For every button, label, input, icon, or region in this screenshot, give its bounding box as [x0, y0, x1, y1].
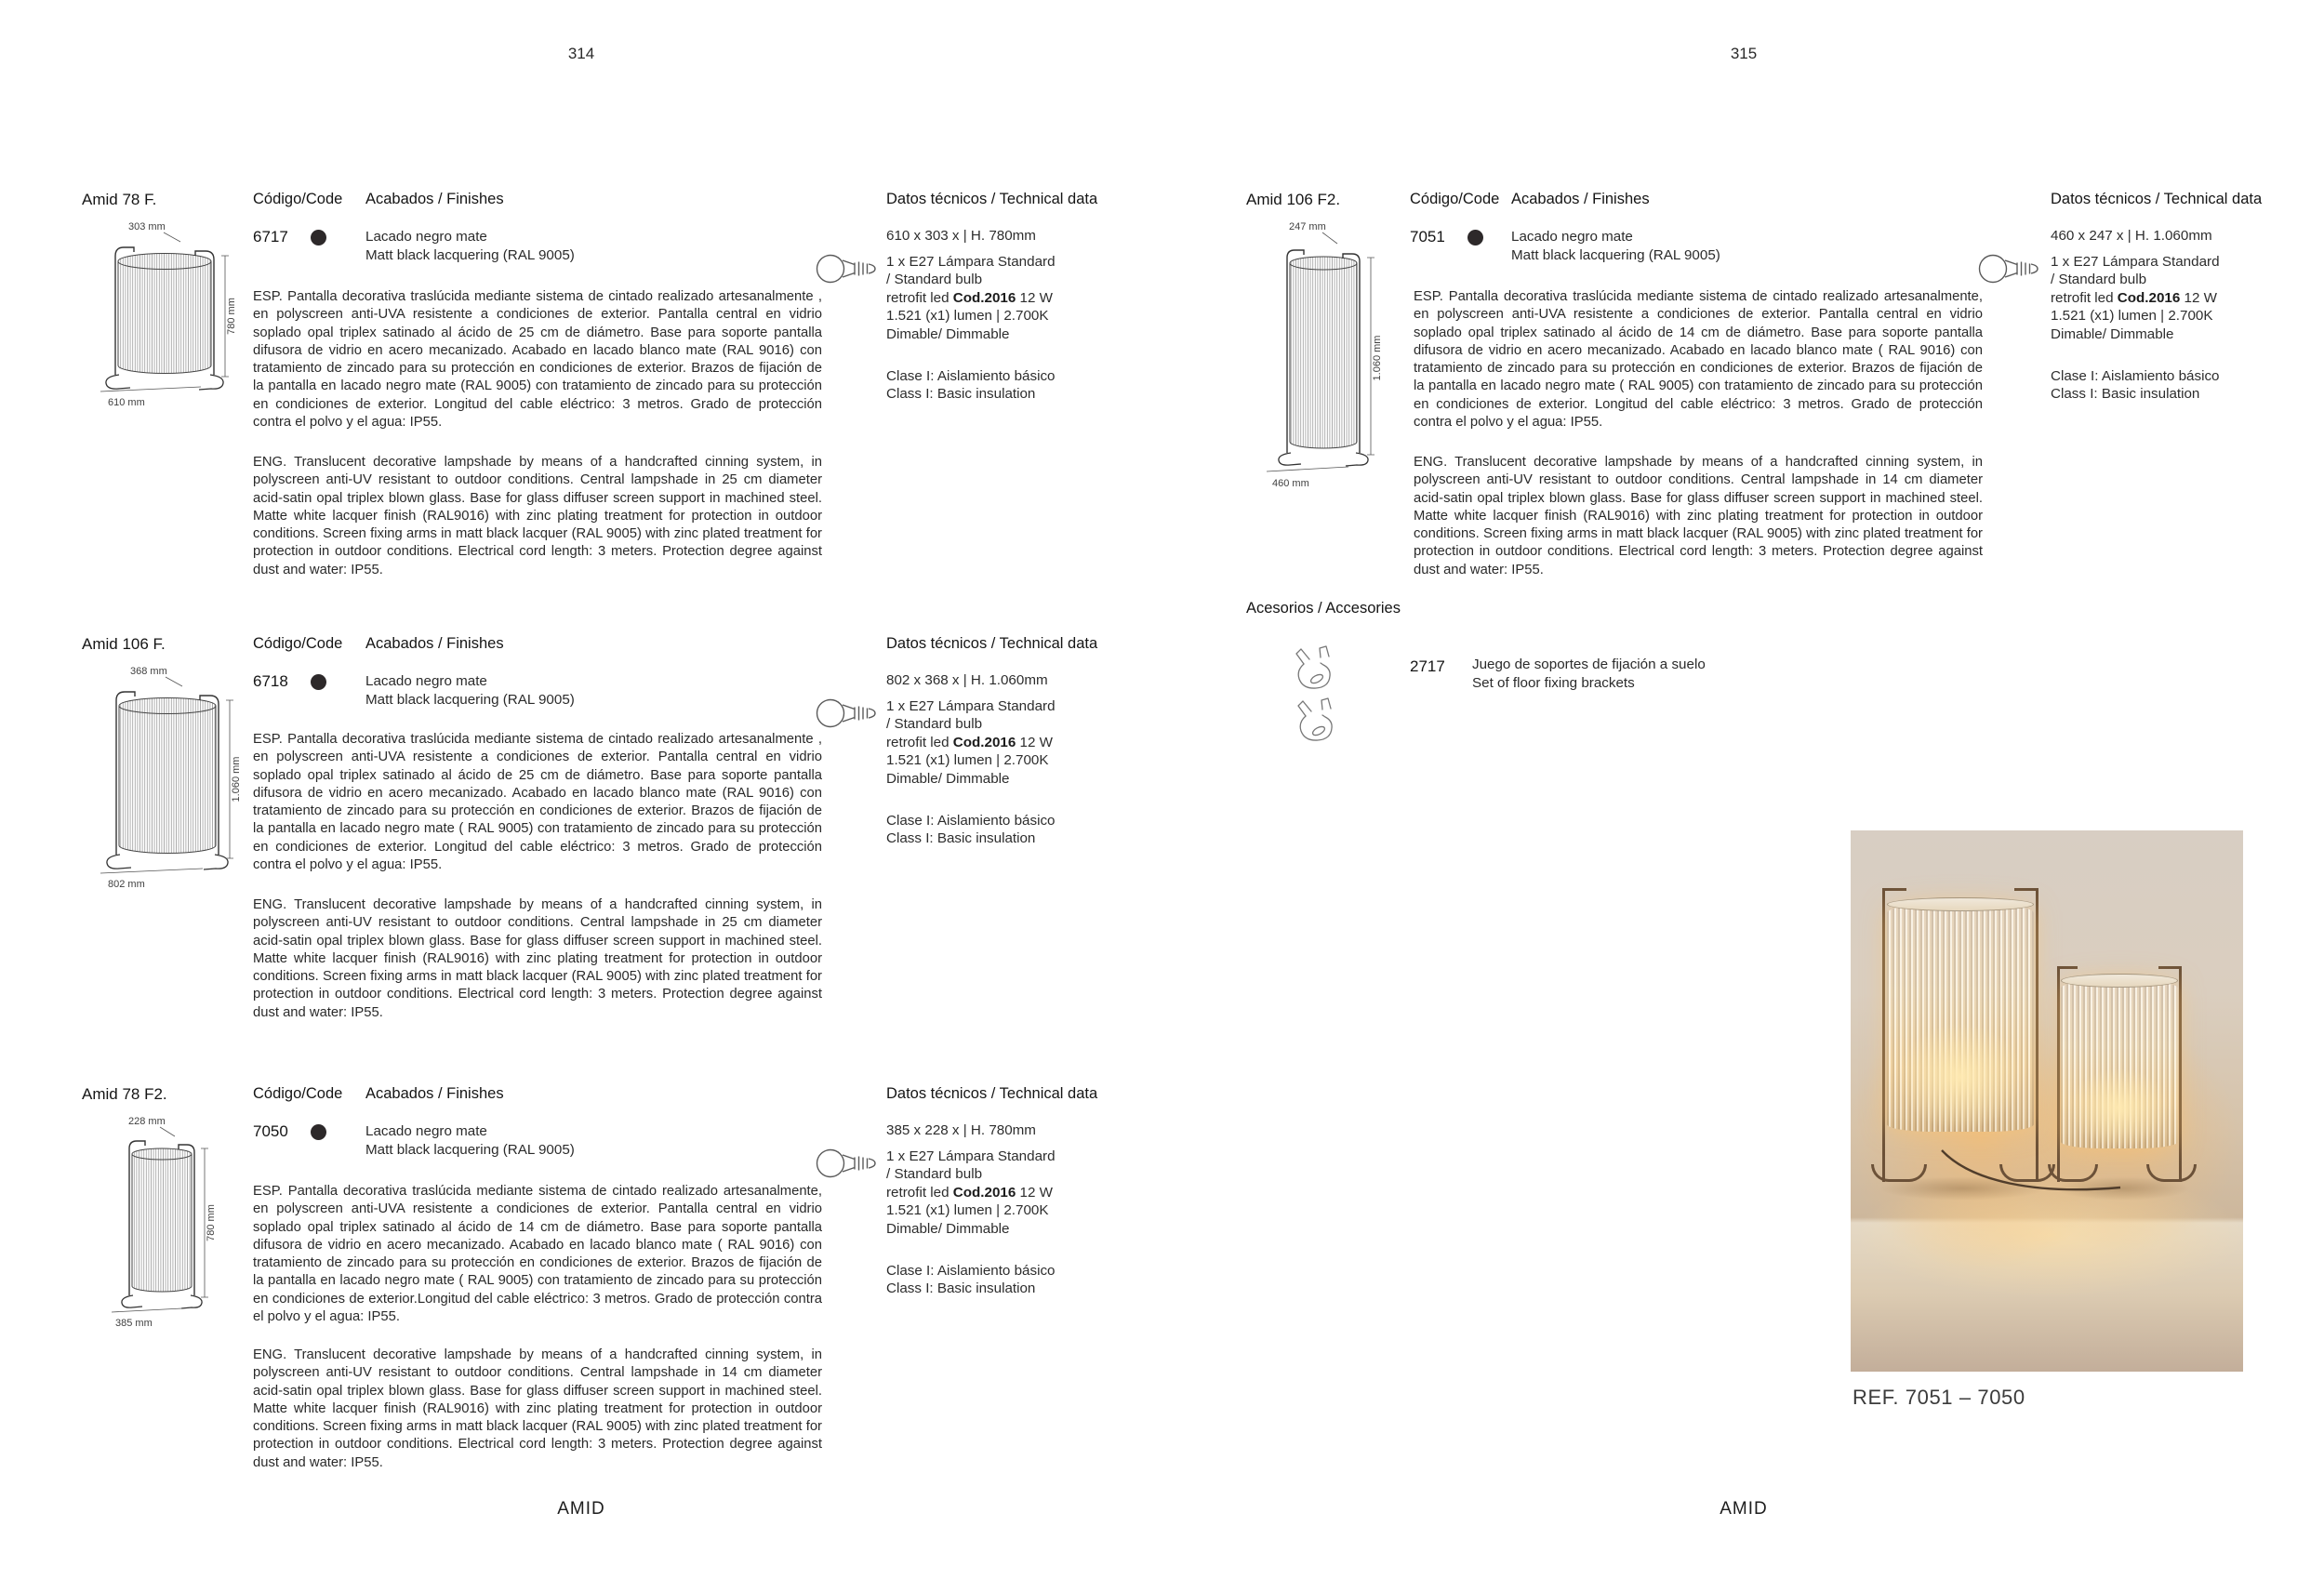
- description-eng: ENG. Translucent decorative lampshade by means of a handcrafted cinning system, in polyscreen anti-UV resistant to outdoor conditions. Central lampshade in 14 cm diameter acid-satin opal triplex blown glass. Base for glass diffuser screen support in machined steel. Matte white lacquer finish (RAL9016) with zinc plating treatment for protection in outdoor conditions. Screen fixing arms in matt black lacquer (RAL 9005) with zinc plated treatment for protection in outdoor conditions. Electrical cord length: 3 meters. Protection degree against dust and water: IP55.: [253, 1347, 822, 1470]
- lamp-spec-line: 1.521 (x1) lumen | 2.700K: [886, 752, 1049, 769]
- dim-bottom-label: 460 mm: [1272, 478, 1309, 489]
- product-code-row: [1410, 228, 1483, 246]
- accessory-code: 2717: [1410, 657, 1445, 675]
- footer-brand-left: AMID: [557, 1499, 605, 1519]
- dim-bottom-label: 385 mm: [115, 1318, 153, 1329]
- lamp-spec-line: / Standard bulb: [2051, 272, 2147, 288]
- finish-line-es: Lacado negro mate: [365, 229, 487, 245]
- product-photo: [1851, 830, 2243, 1372]
- product-name: Amid 106 F2.: [1246, 191, 1341, 208]
- tech-column-header: Datos técnicos / Technical data: [2051, 191, 2263, 207]
- lamp-spec-line: 1 x E27 Lámpara Standard: [886, 698, 1056, 714]
- tech-column-header: Datos técnicos / Technical data: [886, 635, 1098, 652]
- page-number-right: 315: [1730, 45, 1758, 62]
- insulation-class: [886, 1262, 1056, 1298]
- finish-swatch-black: [311, 230, 326, 245]
- finish-line-en: Matt black lacquering (RAL 9005): [365, 1141, 575, 1158]
- dimensions-value: 610 x 303 x | H. 780mm: [886, 228, 1036, 244]
- finish-description: [365, 228, 575, 264]
- lamp-spec-line: retrofit led Cod.2016 12 W: [886, 1184, 1053, 1201]
- accessory-desc-en: Set of floor fixing brackets: [1472, 674, 1635, 691]
- finish-line-en: Matt black lacquering (RAL 9005): [1511, 246, 1720, 263]
- power-cable: [1934, 1147, 2130, 1202]
- lamp-spec: [2051, 253, 2220, 343]
- dim-side-label: 780 mm: [226, 298, 237, 335]
- finishes-column-header: Acabados / Finishes: [365, 191, 504, 207]
- dimensions-value: 460 x 247 x | H. 1.060mm: [2051, 228, 2212, 244]
- product-code: 7051: [1410, 228, 1445, 245]
- finish-swatch-black: [311, 1124, 326, 1140]
- floor-bracket-icon: [1291, 644, 1356, 748]
- finish-swatch-black: [1467, 230, 1483, 245]
- description-eng: ENG. Translucent decorative lampshade by means of a handcrafted cinning system, in polyscreen anti-UV resistant to outdoor conditions. Central lampshade in 14 cm diameter acid-satin opal triplex blown glass. Base for glass diffuser screen support in machined steel. Matte white lacquer finish (RAL9016) with zinc plating treatment for protection in outdoor conditions. Screen fixing arms in matt black lacquer (RAL 9005) with zinc plated treatment for protection in outdoor conditions. Electrical cord length: 3 meters. Protection degree against dust and water: IP55.: [1414, 455, 1983, 577]
- lamp-spec-line: retrofit led Cod.2016 12 W: [2051, 289, 2217, 306]
- description-eng: ENG. Translucent decorative lampshade by means of a handcrafted cinning system, in polyscreen anti-UV resistant to outdoor conditions. Central lampshade in 25 cm diameter acid-satin opal triplex blown glass. Base for glass diffuser screen support in machined steel. Matte white lacquer finish (RAL9016) with zinc plating treatment for protection in outdoor conditions. Screen fixing arms in matt black lacquer (RAL 9005) with zinc plated treatment for protection in outdoor conditions. Electrical cord length: 3 meters. Protection degree against dust and water: IP55.: [253, 455, 822, 577]
- description-esp: ESP. Pantalla decorativa traslúcida mediante sistema de cintado realizado artesanalmente, en polyscreen anti-UVA resistente a condiciones de exterior. Pantalla central en vidrio soplado opal triplex satinado al ácido de 14 cm de diámetro. Base para soporte pantalla difusora de vidrio en acero mecanizado. Acabado en lacado blanco mate ( RAL 9016) con tratamiento de zincado para su protección en condiciones de exterior. Brazos de fijación de la pantalla en lacado negro mate ( RAL 9005) con tratamiento de zincado para su protección en condiciones de exterior.Longitud del cable eléctrico: 3 metros. Grado de protección contra el polvo y el agua: IP55.: [253, 1184, 822, 1325]
- lamp-spec: [886, 1148, 1056, 1238]
- dim-top-label: 247 mm: [1289, 221, 1326, 232]
- finish-line-es: Lacado negro mate: [1511, 229, 1633, 245]
- lamp-line-drawing: [86, 663, 248, 891]
- lamp-spec-line: Dimable/ Dimmable: [2051, 325, 2174, 342]
- finishes-column-header: Acabados / Finishes: [1511, 191, 1650, 207]
- finish-description: [365, 1122, 575, 1159]
- lamp-spec: [886, 697, 1056, 788]
- insulation-class: [2051, 367, 2220, 404]
- dim-side-label: 780 mm: [206, 1204, 217, 1241]
- lamp-spec-line: 1.521 (x1) lumen | 2.700K: [2051, 308, 2213, 325]
- tech-column-header: Datos técnicos / Technical data: [886, 1085, 1098, 1102]
- accessory-code-row: [1410, 657, 1445, 676]
- page-number-left: 314: [567, 45, 595, 62]
- bulb-icon: [1977, 249, 2050, 288]
- lamp-spec-line: 1 x E27 Lámpara Standard: [2051, 254, 2220, 270]
- dim-top-label: 368 mm: [130, 666, 167, 677]
- product-name: Amid 106 F.: [82, 635, 166, 653]
- photo-reference-caption: REF. 7051 – 7050: [1853, 1386, 2025, 1409]
- product-code-row: [253, 672, 326, 691]
- dimensions-value: 385 x 228 x | H. 780mm: [886, 1122, 1036, 1138]
- lamp-spec-line: 1 x E27 Lámpara Standard: [886, 1148, 1056, 1164]
- product-code-row: [253, 1122, 326, 1141]
- lamp-spec-line: 1 x E27 Lámpara Standard: [886, 254, 1056, 270]
- lamp-spec-line: retrofit led Cod.2016 12 W: [886, 734, 1053, 750]
- lamp-spec-line: / Standard bulb: [886, 1166, 983, 1183]
- lamp-spec: [886, 253, 1056, 343]
- code-column-header: Código/Code: [253, 191, 343, 207]
- lamp-line-drawing: [97, 1113, 227, 1332]
- dim-bottom-label: 610 mm: [108, 397, 145, 408]
- code-column-header: Código/Code: [253, 635, 343, 652]
- lamp-spec-line: Dimable/ Dimmable: [886, 770, 1010, 787]
- lamp-line-drawing: [1254, 219, 1393, 498]
- dimensions-value: 802 x 368 x | H. 1.060mm: [886, 672, 1048, 688]
- dim-bottom-label: 802 mm: [108, 879, 145, 890]
- dim-side-label: 1.060 mm: [1372, 335, 1383, 381]
- dim-top-label: 228 mm: [128, 1116, 166, 1127]
- finish-swatch-black: [311, 674, 326, 690]
- finish-line-en: Matt black lacquering (RAL 9005): [365, 691, 575, 708]
- lamp-spec-line: Dimable/ Dimmable: [886, 1220, 1010, 1237]
- lamp-spec-line: / Standard bulb: [886, 272, 983, 288]
- product-code: 6717: [253, 228, 288, 245]
- accessories-header: Acesorios / Accesories: [1246, 600, 1401, 617]
- finishes-column-header: Acabados / Finishes: [365, 1085, 504, 1102]
- class-line-en: Class I: Basic insulation: [886, 830, 1036, 847]
- product-code-row: [253, 228, 326, 246]
- product-code: 7050: [253, 1122, 288, 1140]
- product-name: Amid 78 F.: [82, 191, 157, 208]
- description-esp: ESP. Pantalla decorativa traslúcida mediante sistema de cintado realizado artesanalmente , en polyscreen anti-UVA resistente a condiciones de exterior. Pantalla central en vidrio soplado opal triplex satinado al ácido de 25 cm de diámetro. Base para soporte pantalla difusora de vidrio en acero mecanizado. Acabado en lacado blanco mate (RAL 9016) con tratamiento de zincado para su protección en condiciones de exterior. Brazos de fijación de la pantalla en lacado negro mate (RAL 9005) con tratamiento de zincado para su protección en condiciones de exterior. Longitud del cable eléctrico: 3 metros. Grado de protección contra el polvo y el agua: IP55.: [253, 289, 822, 431]
- lamp-spec-line: 1.521 (x1) lumen | 2.700K: [886, 308, 1049, 325]
- dim-top-label: 303 mm: [128, 221, 166, 232]
- finish-line-en: Matt black lacquering (RAL 9005): [365, 246, 575, 263]
- accessory-desc-es: Juego de soportes de fijación a suelo: [1472, 657, 1706, 672]
- class-line-es: Clase I: Aislamiento básico: [886, 813, 1056, 829]
- class-line-es: Clase I: Aislamiento básico: [886, 1263, 1056, 1279]
- tech-column-header: Datos técnicos / Technical data: [886, 191, 1098, 207]
- footer-brand-right: AMID: [1720, 1499, 1768, 1519]
- code-column-header: Código/Code: [253, 1085, 343, 1102]
- description-esp: ESP. Pantalla decorativa traslúcida mediante sistema de cintado realizado artesanalmente, en polyscreen anti-UVA resistente a condiciones de exterior. Pantalla central en vidrio soplado opal triplex satinado al ácido de 14 cm de diámetro. Base para soporte pantalla difusora de vidrio en acero mecanizado. Acabado en lacado blanco mate ( RAL 9016) con tratamiento de zincado para su protección en condiciones de exterior. Brazos de fijación de la pantalla en lacado negro mate ( RAL 9005) con tratamiento de zincado para su protección en condiciones de exterior. Longitud del cable eléctrico: 3 metros. Grado de protección contra el polvo y el agua: IP55.: [1414, 289, 1983, 431]
- finish-description: [1511, 228, 1720, 264]
- class-line-en: Class I: Basic insulation: [2051, 386, 2200, 403]
- product-code: 6718: [253, 672, 288, 690]
- finish-line-es: Lacado negro mate: [365, 673, 487, 689]
- class-line-es: Clase I: Aislamiento básico: [2051, 368, 2220, 384]
- product-name: Amid 78 F2.: [82, 1085, 167, 1103]
- accessory-description: [1472, 656, 1706, 692]
- lamp-spec-line: retrofit led Cod.2016 12 W: [886, 289, 1053, 306]
- description-eng: ENG. Translucent decorative lampshade by means of a handcrafted cinning system, in polyscreen anti-UV resistant to outdoor conditions. Central lampshade in 25 cm diameter acid-satin opal triplex blown glass. Base for glass diffuser screen support in machined steel. Matte white lacquer finish (RAL9016) with zinc plating treatment for protection in outdoor conditions. Screen fixing arms in matt black lacquer (RAL 9005) with zinc plated treatment for protection in outdoor conditions. Electrical cord length: 3 meters. Protection degree against dust and water: IP55.: [253, 897, 822, 1020]
- code-column-header: Código/Code: [1410, 191, 1500, 207]
- lamp-spec-line: 1.521 (x1) lumen | 2.700K: [886, 1202, 1049, 1219]
- bulb-icon: [815, 249, 887, 288]
- lamp-line-drawing: [86, 219, 244, 409]
- bulb-icon: [815, 1144, 887, 1183]
- class-line-es: Clase I: Aislamiento básico: [886, 368, 1056, 384]
- class-line-en: Class I: Basic insulation: [886, 1280, 1036, 1297]
- bulb-icon: [815, 694, 887, 733]
- photo-lamp-tall: [1882, 884, 2038, 1182]
- description-esp: ESP. Pantalla decorativa traslúcida mediante sistema de cintado realizado artesanalmente , en polyscreen anti-UVA resistente a condiciones de exterior. Pantalla central en vidrio soplado opal triplex satinado al ácido de 25 cm de diámetro. Base para soporte pantalla difusora de vidrio en acero mecanizado. Acabado en lacado blanco mate (RAL 9016) con tratamiento de zincado para su protección en condiciones de exterior. Brazos de fijación de la pantalla en lacado negro mate ( RAL 9005) con tratamiento de zincado para su protección en condiciones de exterior. Longitud del cable eléctrico: 3 metros. Grado de protección contra el polvo y el agua: IP55.: [253, 732, 822, 873]
- lamp-spec-line: Dimable/ Dimmable: [886, 325, 1010, 342]
- finish-description: [365, 672, 575, 709]
- insulation-class: [886, 812, 1056, 848]
- finish-line-es: Lacado negro mate: [365, 1123, 487, 1139]
- finishes-column-header: Acabados / Finishes: [365, 635, 504, 652]
- lamp-spec-line: / Standard bulb: [886, 716, 983, 733]
- insulation-class: [886, 367, 1056, 404]
- class-line-en: Class I: Basic insulation: [886, 386, 1036, 403]
- dim-side-label: 1.060 mm: [231, 756, 242, 803]
